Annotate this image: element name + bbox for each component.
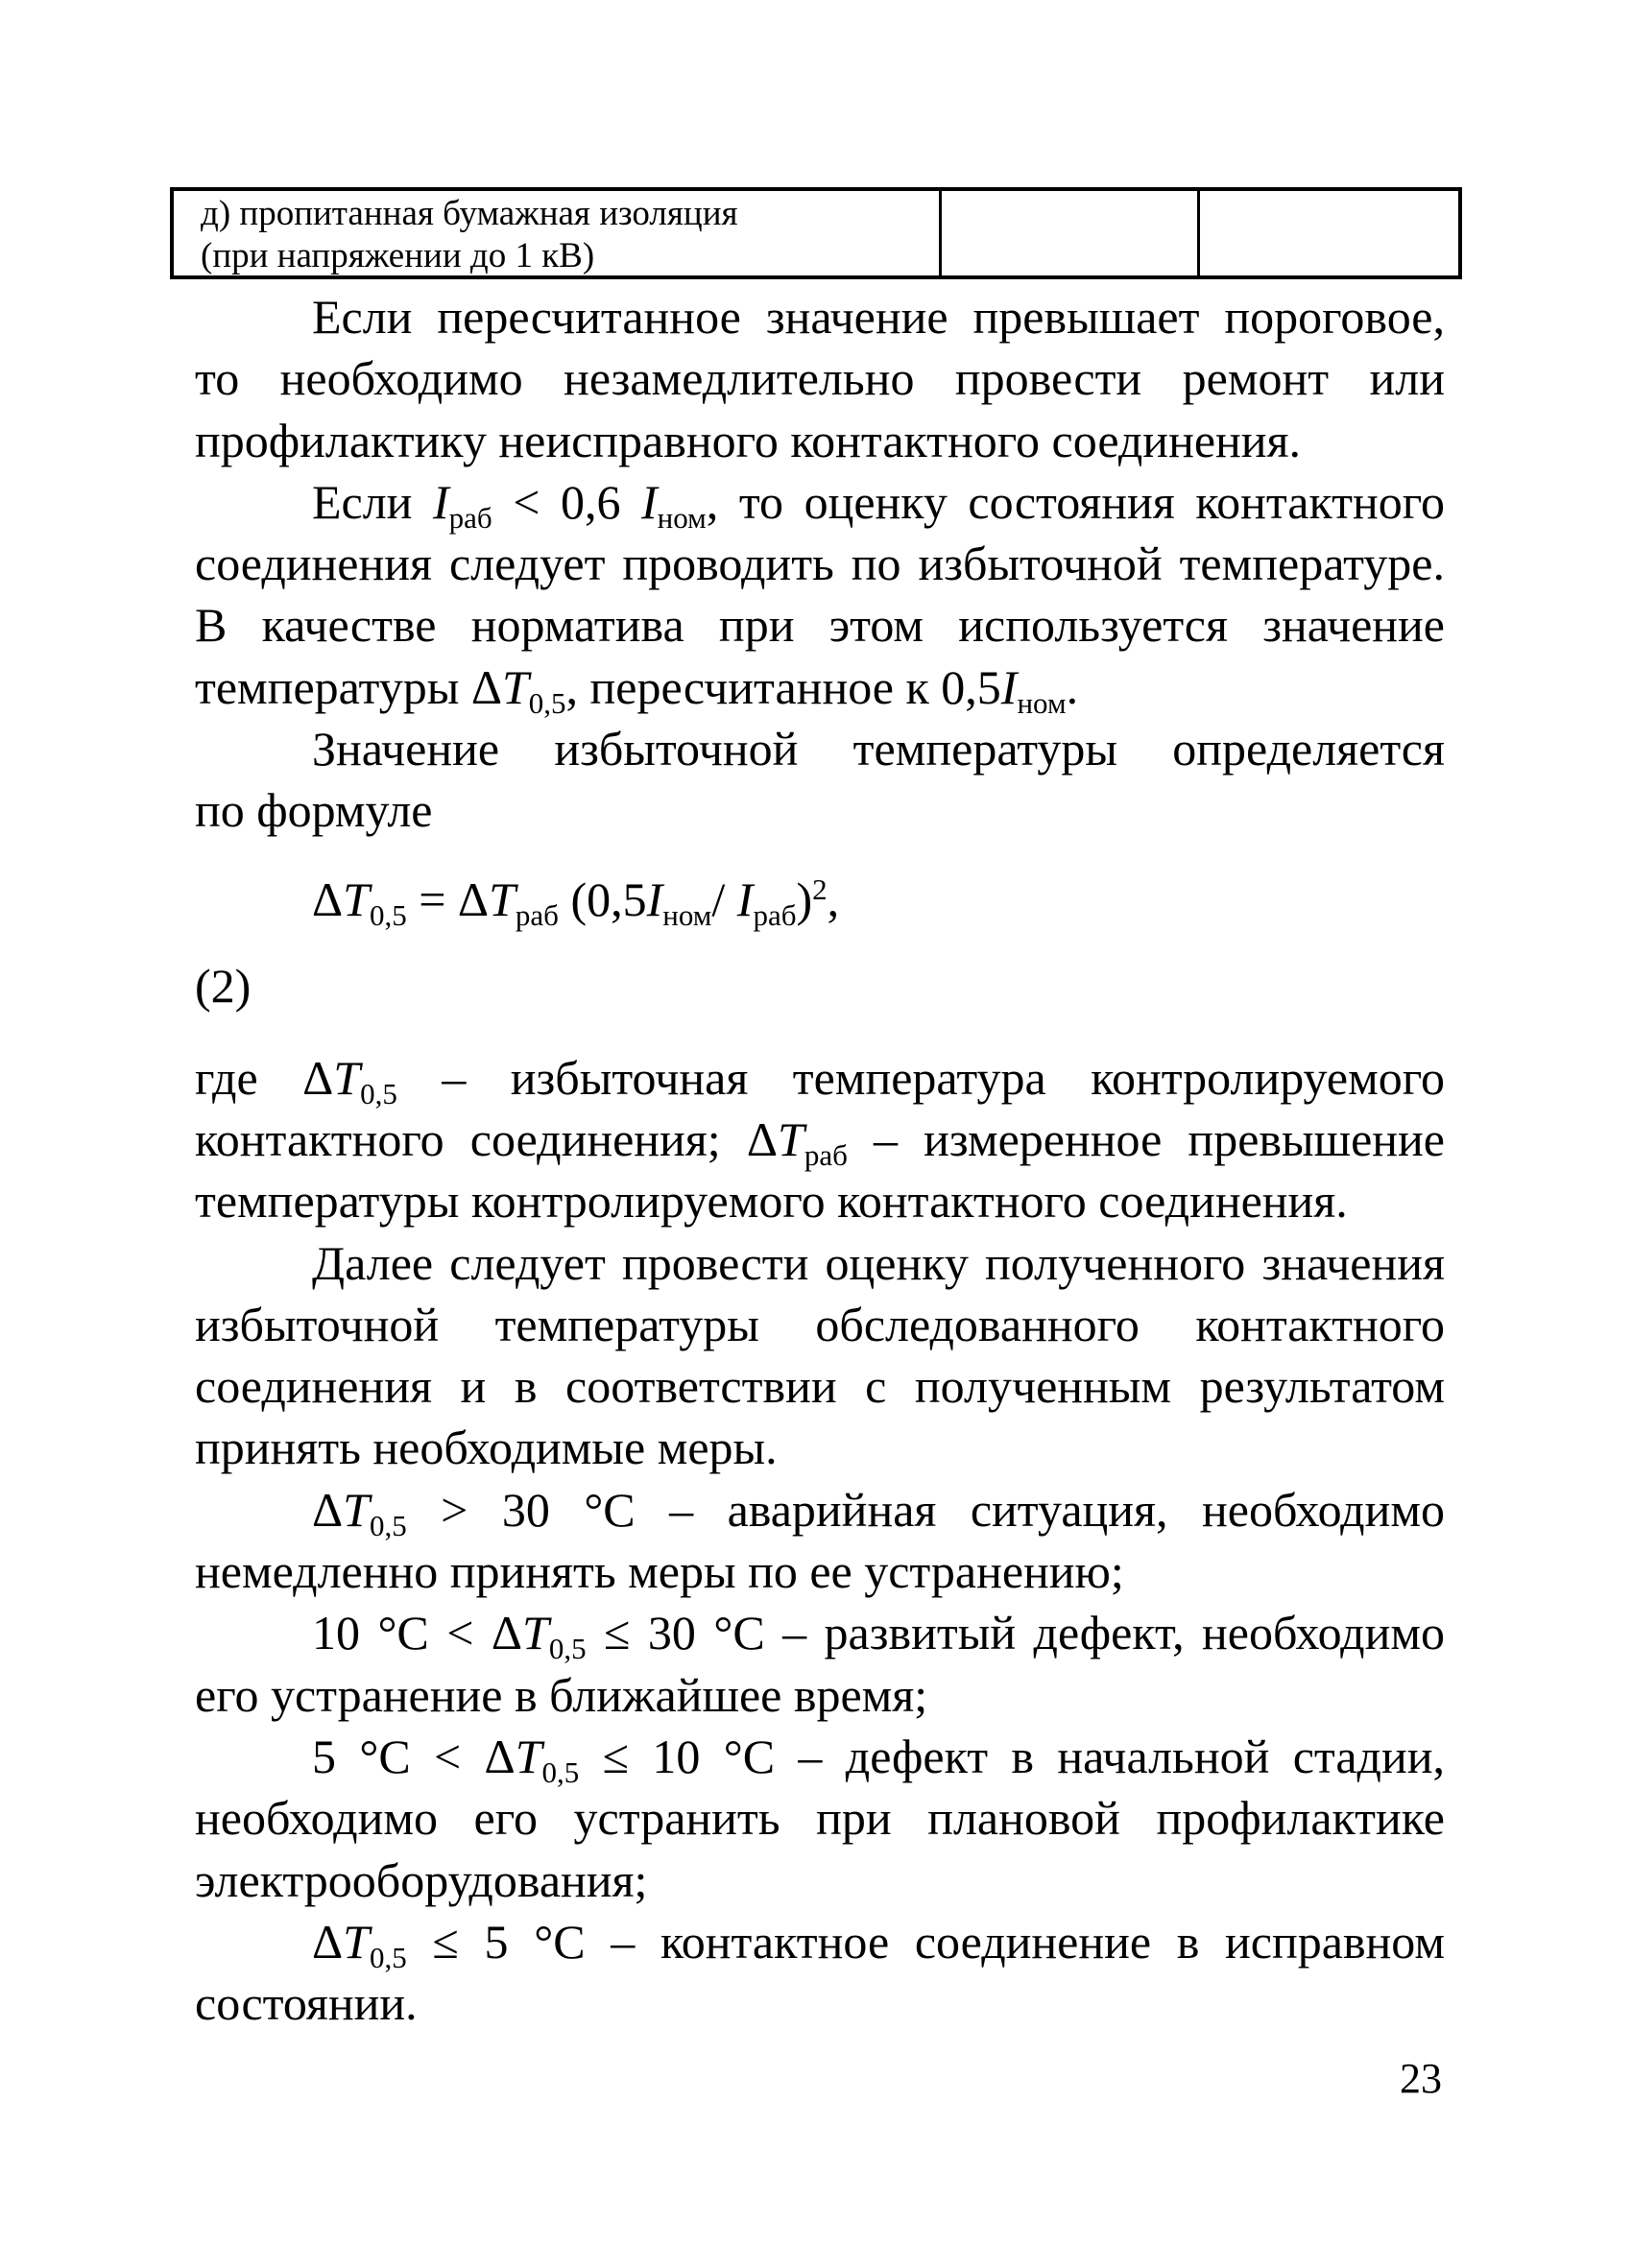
formula-number: (2): [195, 958, 252, 1013]
criterion-initial-defect: 5 $^\circ C < \Delta T_{0,5} \le 10$ °C – дефект в начальной стадии, необходимо его устранить при плановой профилактике электрооборудования;: [195, 1729, 1445, 1907]
table-cell-line: д) пропитанная бумажная изоляция: [201, 194, 738, 233]
page-body: [195, 286, 1445, 2034]
paragraph-assessment: Далее следует провести оценку полученного значения избыточной температуры обследованного контактного соединения и в соответствии с полученным результатом принять необходимые меры.: [195, 1235, 1445, 1475]
page-number: 23: [1400, 2055, 1442, 2102]
paragraph-formula-legend: где $\Delta T_{0,5}$ – избыточная температура контролируемого контактного соединения; $\Delta T_{раб}$ – измеренное превышение температуры контролируемого контактного соединения.: [195, 1050, 1445, 1229]
table-cell-line: (при напряжении до 1 кВ): [201, 236, 595, 275]
criterion-normal-state: $\Delta T_{0,5} \le 5$ °C – контактное соединение в исправном состоянии.: [195, 1914, 1445, 2031]
criterion-developed-defect: 10 $^\circ C < \Delta T_{0,5} \le 30$ °C – развитый дефект, необходимо его устранение в ближайшее время;: [195, 1606, 1445, 1722]
paragraph-formula-intro: [195, 718, 1445, 842]
formula-intro-line: Значение избыточной температуры определяется: [312, 722, 1445, 776]
paragraph-recalculated-value: Если пересчитанное значение превышает пороговое, то необходимо незамедлительно провести ремонт или профилактику неисправного контактного соединения.: [195, 290, 1445, 467]
formula-intro-line: по формуле: [195, 783, 433, 838]
formula: $\Delta T_{0,5} = \Delta T_{раб}$ ($0,5I_{ном}/$ $I_{раб})^2$,: [312, 871, 840, 932]
table-cell-empty: [942, 191, 1200, 275]
table-cell-description: [174, 191, 942, 275]
paragraph-current-condition: Если $I_{раб} < 0,6$ $I_{ном}$, то оценку состояния контактного соединения следует проводить по избыточной температуре. В качестве норматива при этом используется значение температуры $\Delta T_{0,5}$, пересчитанное к $0,5I_{ном}$.: [195, 474, 1445, 720]
criterion-emergency: $\Delta T_{0,5} > 30$ °C – аварийная ситуация, необходимо немедленно принять меры по ее устранению;: [195, 1482, 1445, 1599]
table-cell-empty: [1200, 191, 1458, 275]
table-row: [170, 187, 1462, 279]
